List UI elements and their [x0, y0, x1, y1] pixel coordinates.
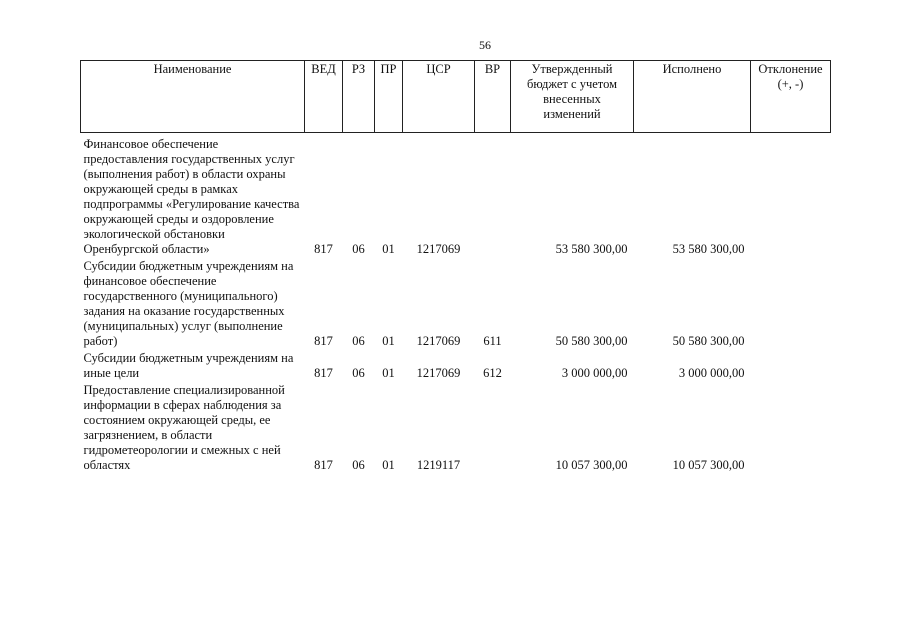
row-vr: [475, 137, 511, 259]
row-approved: 10 057 300,00: [555, 458, 628, 472]
header-pr: ПР: [375, 61, 403, 133]
row-name: Субсидии бюджетным учреждениям на иные цели: [83, 351, 294, 380]
row-rz: 06: [352, 366, 365, 380]
row-executed: 53 580 300,00: [672, 242, 745, 256]
row-approved: 53 580 300,00: [555, 242, 628, 256]
row-rz: 06: [352, 458, 365, 472]
row-csr: 1217069: [416, 334, 461, 348]
row-csr: 1219117: [416, 458, 461, 472]
table-row: [81, 259, 831, 351]
row-name: Субсидии бюджетным учреждениям на финансовое обеспечение государственного (муниципального) задания на оказание государственных (муниципальных) услуг (выполнение работ): [83, 259, 294, 348]
table-row: [81, 351, 831, 383]
row-deviation: [751, 351, 831, 383]
table-body: [81, 133, 831, 476]
header-name: Наименование: [81, 61, 305, 133]
row-csr: 1217069: [416, 242, 461, 256]
row-ved: 817: [314, 458, 333, 472]
row-deviation: [751, 259, 831, 351]
row-executed: 50 580 300,00: [672, 334, 745, 348]
header-rz: РЗ: [343, 61, 375, 133]
budget-table: [80, 60, 831, 475]
row-csr: 1217069: [416, 366, 461, 380]
row-rz: 06: [352, 334, 365, 348]
row-vr: 612: [483, 366, 502, 380]
row-name: Финансовое обеспечение предоставления государственных услуг (выполнения работ) в области охраны окружающей среды в рамках подпрограммы «Регулирование качества окружающей среды и оздоровление экологической обстановки Оренбургской области»: [83, 137, 300, 256]
header-ved: ВЕД: [305, 61, 343, 133]
row-approved: 3 000 000,00: [561, 366, 628, 380]
row-ved: 817: [314, 242, 333, 256]
row-pr: 01: [382, 242, 395, 256]
header-approved: Утвержденный бюджет с учетом внесенных изменений: [511, 61, 634, 133]
row-executed: 3 000 000,00: [678, 366, 745, 380]
row-ved: 817: [314, 366, 333, 380]
row-vr: [475, 383, 511, 475]
header-deviation: Отклонение (+, -): [751, 61, 831, 133]
row-name: Предоставление специализированной информации в сферах наблюдения за состоянием окружающей среды, ее загрязнением, в области гидрометеорологии и смежных с ней областях: [83, 383, 285, 472]
row-rz: 06: [352, 242, 365, 256]
row-pr: 01: [382, 334, 395, 348]
header-executed: Исполнено: [634, 61, 751, 133]
row-pr: 01: [382, 458, 395, 472]
table-row: [81, 137, 831, 259]
row-executed: 10 057 300,00: [672, 458, 745, 472]
row-approved: 50 580 300,00: [555, 334, 628, 348]
table-row: [81, 383, 831, 475]
table-header: [81, 61, 831, 133]
header-csr: ЦСР: [403, 61, 475, 133]
row-pr: 01: [382, 366, 395, 380]
row-ved: 817: [314, 334, 333, 348]
row-vr: 611: [483, 334, 502, 348]
row-deviation: [751, 383, 831, 475]
header-vr: ВР: [475, 61, 511, 133]
row-deviation: [751, 137, 831, 259]
page-number: 56: [479, 38, 491, 52]
